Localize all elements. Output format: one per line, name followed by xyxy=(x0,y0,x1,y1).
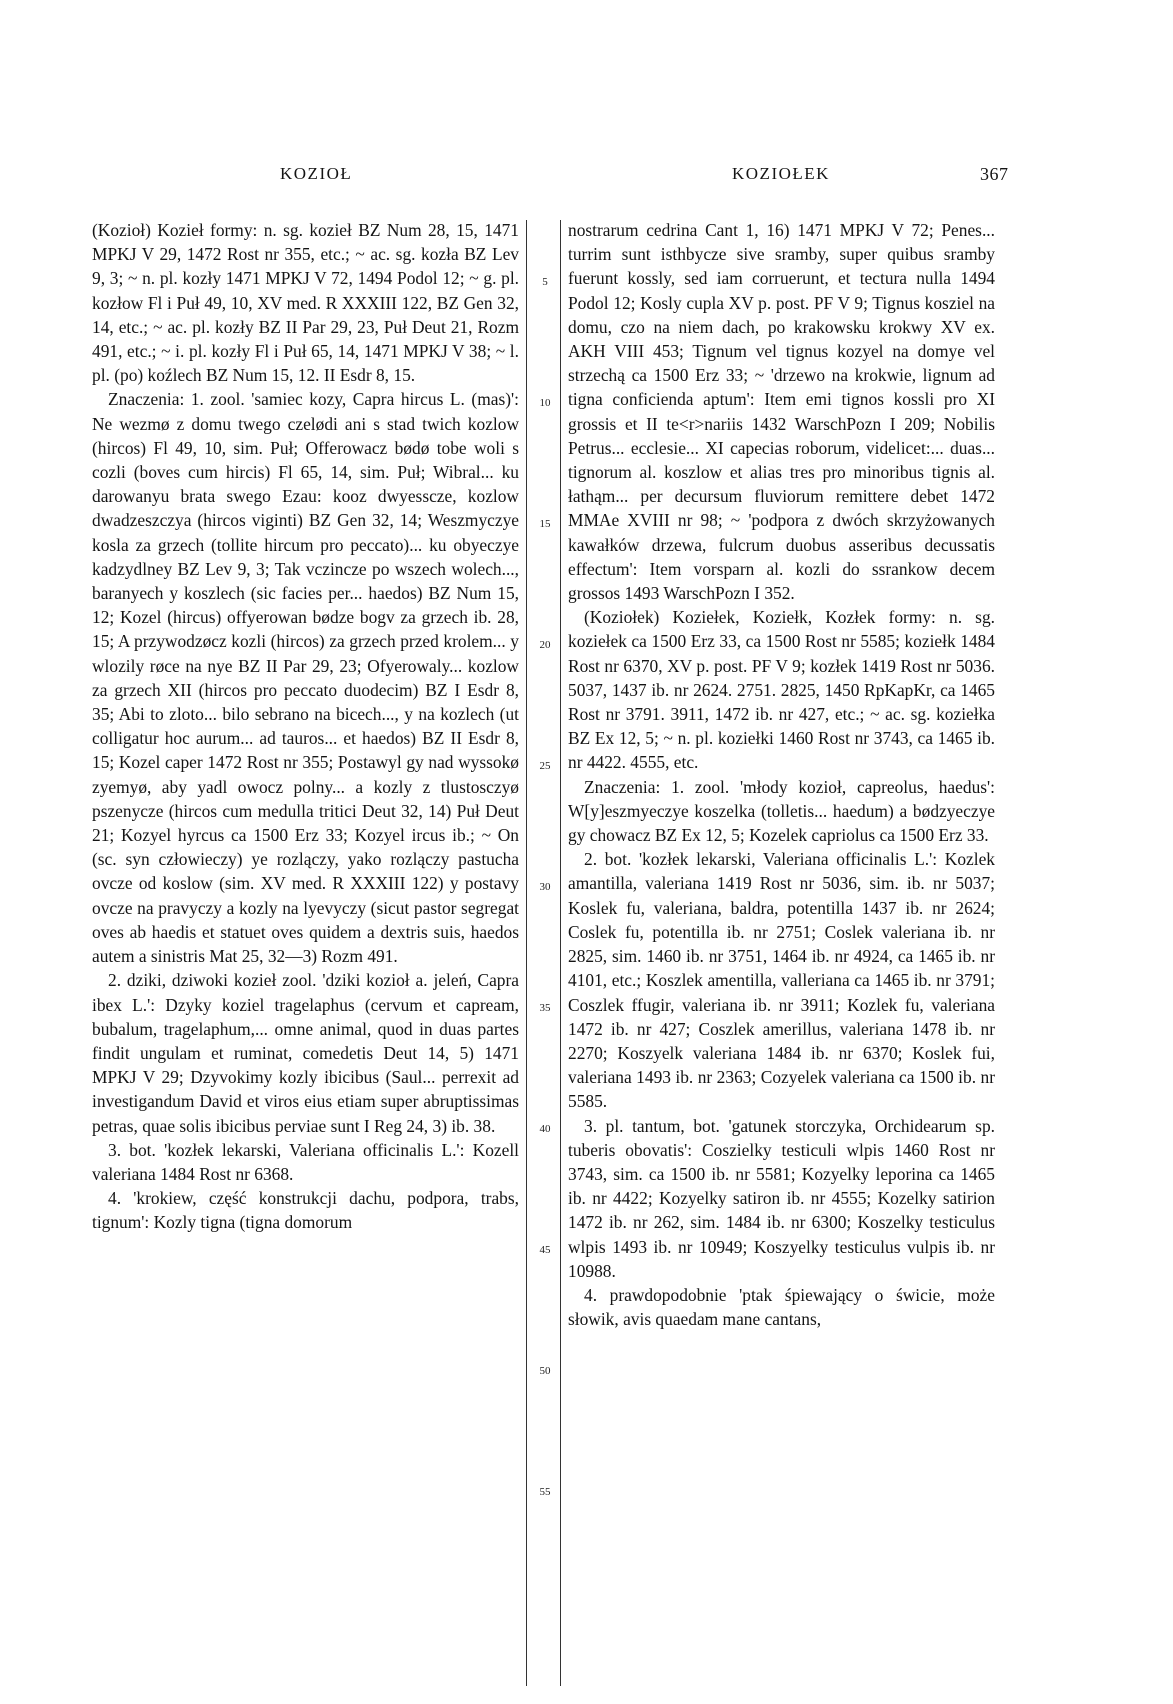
line-number: 30 xyxy=(539,881,551,893)
koziełek-meaning-2: 2. bot. 'kozłek lekarski, Valeriana officinalis L.': Kozlek amantilla, valeriana 1419 Rost nr 5036, sim. ib. nr 5037; Koslek fu, valeriana, baldra, potentilla 1437 ib. nr 2624; Coslek fu, potentilla ib. nr 2751; Coslek valeriana ib. nr 2825, sim. 1460 ib. nr 3751, 1464 ib. nr 4924, ca 1465 ib. nr 4101, etc.; Koszlek amentilla, valleriana ca 1465 ib. nr 3791; Coszlek ffugir, valeriana ib. nr 3911; Kozlek fu, valeriana 1472 ib. nr 427; Coszlek amerillus, valeriana 1478 ib. nr 2270; Koszyelk valeriana 1484 ib. nr 6370; Koslek fui, valeriana 1493 ib. nr 2363; Cozyelek valeriana ca 1500 ib. nr 5585. xyxy=(568,849,995,1112)
entry-koziełek-forms: (Koziołek) Koziełek, Koziełk, Kozłek formy: n. sg. koziełek ca 1500 Erz 33, ca 1500 Rost nr 5585; koziełk 1484 Rost nr 6370, XV p. post. PF V 9; kozłek 1419 Rost nr 5036. 5037, 1437 ib. nr 2624. 2751. 2825, 1450 RpKapKr, ca 1465 Rost nr 3791. 3911, 1472 ib. nr 427, etc.; ~ ac. sg. koziełka BZ Ex 12, 5; ~ n. pl. koziełki 1460 Rost nr 3743, ca 1465 ib. nr 4422. 4555, etc. xyxy=(568,607,995,773)
meaning-4-continuation: nostrarum cedrina Cant 1, 16) 1471 MPKJ V 72; Penes... turrim sunt isthbycze sive sramby, super quibus sramby fuerunt kossly, sed iam corruerunt, et tectura nulla 1494 Podol 12; Kosly cupla XV p. post. PF V 9; Tignus kosziel na domu, czo na niem dach, po krakowsku krokwy XV ex. AKH VIII 453; Tignum vel tignus kozyel na domye vel strzechą ca 1500 Erz 33; ~ 'drzewo na krokwie, lignum ad tigna conficienda aptum': Item emi tignos kossli pro XI grossis et II te<r>nariis 1432 WarschPozn I 209; Nobilis Petrus... ecclesie... XI capecias roborum, videlicet:... duas... tignorum al. koszlow et alias tres pro minoribus tignis al. łathąm... per decursum fluviorum remittere debet 1472 MMAe XVIII nr 98; ~ 'podpora z dwóch skrzyżowanych kawałków drzewa, fulcrum duobus asseribus decussatis effectum': Item vorsparn al. kozli do ssrankow decem grossos 1493 WarschPozn I 352. xyxy=(568,220,995,604)
meaning-4-paragraph: 4. 'krokiew, część konstrukcji dachu, podpora, trabs, tignum': Kozly tigna (tigna domorum xyxy=(92,1188,519,1233)
line-number: 40 xyxy=(539,1123,551,1135)
koziełek-meaning-1: Znaczenia: 1. zool. 'młody kozioł, capreolus, haedus': W[y]eszmyeczye koszelka (tolletis... haedum) a bødzyeczye gy chowacz BZ Ex 12, 5; Kozelek capriolus ca 1500 Erz 33. xyxy=(568,776,995,846)
meaning-1-paragraph: Znaczenia: 1. zool. 'samiec kozy, Capra hircus L. (mas)': Ne wezmø z domu twego czelødi ani s stad twich kozlow (hircos) Fl 49, 10, sim. Puł; Offerowacz bødø tobe woli s cozli (boves cum hircis) Fl 65, 14, sim. Puł; Wibral... ku darowanyu brata swego Ezau: kooz dwyesscze, kozlow dwadzeszczya (hircos viginti) BZ Gen 32, 14; Weszmyczye kosla za grzech (tollite hircum pro peccato)... ku obyeczye kadzydlney BZ Lev 9, 3; Tak vczincze po wszech wolech..., baranyech y koszlech (sic facies per... haedos) BZ Num 15, 12; Kozel (hircus) offyerowan bødze bogv za grzech ib. 28, 15; A przywodzøcz kozli (hircos) za grzech przed krolem... y wlozily røce na nye BZ II Par 29, 23; Ofyerowaly... kozlow za grzech XII (hircos pro peccato duodecim) BZ I Esdr 8, 35; Abi to zloto... bilo sebrano na bicech..., y na kozlech (ut colligatur hoc aurum... ad tauros... et haedos) BZ II Esdr 8, 15; Kozel caper 1472 Rost nr 355; Postawyl gy nad wyssokø zyemyø, aby yadl owocz polny... a kozly z tlustosczyø pszenycze (hircos cum medulla tritici Deut 32, 14) Puł Deut 21; Kozyel hyrcus ca 1500 Erz 33; Kozyel ircus ib.; ~ On (sc. syn człowieczy) ye rozlączy, yako rozlączy pastucha ovcze od koslow (sim. XV med. R XXXIII 122) y postavy ovcze na pravyczy a kozly na lyevyczy (sicut pastor segregat oves ab haedis et statuet oves quidem a dextris suis, haedos autem a sinistris Mat 25, 32—3) Rozm 491. xyxy=(92,389,519,967)
line-number: 50 xyxy=(539,1365,551,1377)
line-number: 5 xyxy=(542,276,548,288)
page-number: 367 xyxy=(980,164,1009,184)
line-number: 15 xyxy=(539,518,551,530)
column-rule-left xyxy=(526,220,527,1686)
column-rule-right xyxy=(560,220,561,1686)
line-number: 35 xyxy=(539,1002,551,1014)
meaning-3-paragraph: 3. bot. 'kozłek lekarski, Valeriana officinalis L.': Kozell valeriana 1484 Rost nr 6368. xyxy=(92,1139,519,1184)
line-number: 55 xyxy=(539,1486,551,1498)
running-head-left: KOZIOŁ xyxy=(280,164,353,183)
koziełek-meaning-3: 3. pl. tantum, bot. 'gatunek storczyka, Orchidearum sp. tuberis obovatis': Coszielky testiculi wlpis 1460 Rost nr 3743, sim. ca 1500 ib. nr 5581; Kozyelky leporina ca 1465 ib. nr 4422; Kozyelky satiron ib. nr 4555; Kozelky satirion 1472 ib. nr 262, sim. 1484 ib. nr 6300; Koszelky testiculus wlpis 1493 ib. nr 10949; Koszyelky testiculus vulpis ib. nr 10988. xyxy=(568,1115,995,1281)
right-column xyxy=(568,218,995,1331)
koziełek-meaning-4: 4. prawdopodobnie 'ptak śpiewający o świcie, może słowik, avis quaedam mane cantans, xyxy=(568,1284,995,1330)
line-number: 20 xyxy=(539,639,551,651)
meaning-2-paragraph: 2. dziki, dziwoki kozieł zool. 'dziki kozioł a. jeleń, Capra ibex L.': Dzyky koziel tragelaphus (cervum et capream, bubalum, tragelaphum,... omne animal, quod in duas partes findit ungulam et ruminat, comedetis Deut 14, 5) 1471 MPKJ V 29; Dzyvokimy kozly ibicibus (Saul... perrexit ad investigandum David et viros eius etiam super abruptissimas petras, quae solis ibicibus perviae sunt I Reg 24, 3) ib. 38. xyxy=(92,970,519,1136)
line-number: 25 xyxy=(539,760,551,772)
entry-kozieł-forms: (Kozioł) Kozieł formy: n. sg. kozieł BZ Num 28, 15, 1471 MPKJ V 29, 1472 Rost nr 355, etc.; ~ ac. sg. kozła BZ Lev 9, 3; ~ n. pl. kozły 1471 MPKJ V 72, 1494 Podol 12; ~ g. pl. kozłow Fl i Puł 49, 10, XV med. R XXXIII 122, BZ Gen 32, 14, etc.; ~ ac. pl. kozły BZ II Par 29, 23, Puł Deut 21, Rozm 491, etc.; ~ i. pl. kozły Fl i Puł 65, 14, 1471 MPKJ V 38; ~ l. pl. (po) koźlech BZ Num 15, 12. II Esdr 8, 15. xyxy=(92,220,519,386)
line-number: 10 xyxy=(539,397,551,409)
line-number: 45 xyxy=(539,1244,551,1256)
running-head-center: KOZIOŁEK xyxy=(732,164,830,183)
left-column xyxy=(92,218,519,1235)
